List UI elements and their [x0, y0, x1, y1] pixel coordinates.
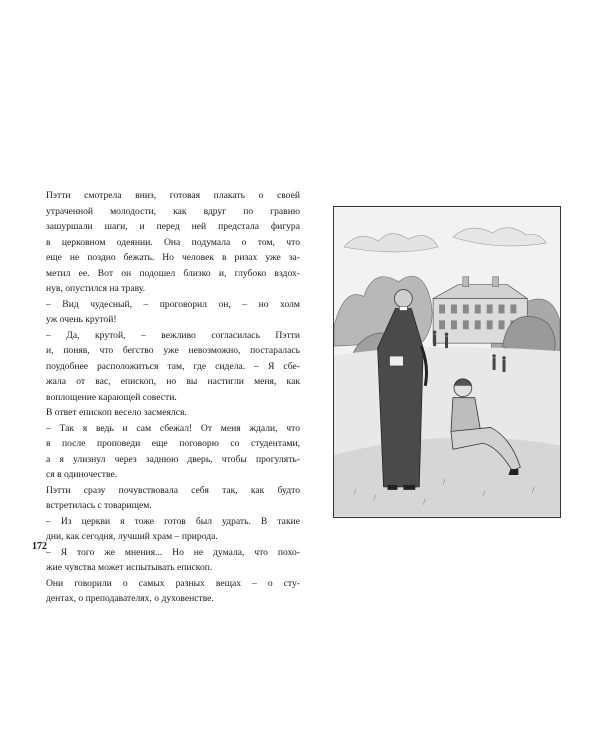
illustration	[333, 206, 561, 518]
paragraph	[32, 188, 300, 297]
text-line: встретилась с товарищем.	[46, 500, 152, 511]
text-line: а я улизнул через заднюю дверь, чтобы прогулять-	[46, 453, 300, 465]
paragraph	[32, 514, 300, 545]
text-line: дни, как сегодня, лучший храм – природа.	[46, 531, 218, 542]
text-line: жие чувства может испытывать епископ.	[46, 562, 213, 573]
text-line: зашуршали шаги, и перед ней предстала фигура	[46, 221, 300, 232]
text-line: – Вид чудесный, – проговорил он, – но холм	[46, 298, 300, 310]
text-line: В ответ епископ весело засмеялся.	[46, 407, 187, 418]
text-line: – Из церкви я тоже готов был удрать. В такие	[46, 515, 300, 527]
text-line: еще не поздно бежать. Но человек в ризах уже за-	[46, 252, 300, 263]
text-line: поудобнее расположиться там, где сидела. – Я сбе-	[46, 360, 300, 372]
lawn-foreground	[334, 437, 560, 516]
page-number: 172	[32, 541, 47, 552]
text-line: метил ее. Вот он подошел близко и, глубоко вздох-	[46, 267, 300, 279]
text-line: – Да, крутой, – вежливо согласилась Пэтти	[46, 329, 300, 341]
text-line: жала от вас, епископ, но вы настигли меня, как	[46, 376, 300, 387]
text-line: воплощение карающей совести.	[46, 391, 177, 403]
body-text	[32, 188, 300, 607]
text-line: – Я того же мнения... Но не думала, что похо-	[46, 546, 300, 558]
text-line: нув, опустился на траву.	[46, 283, 146, 294]
text-line: – Так я ведь и сам сбежал! От меня ждали, что	[46, 422, 300, 434]
paragraph	[32, 421, 300, 483]
text-line: утраченной молодости, как вдруг по гравию	[46, 205, 300, 217]
text-line: Пэтти смотрела вниз, готовая плакать о своей	[46, 190, 300, 201]
text-line: Пэтти сразу почувствовала себя так, как будто	[46, 484, 300, 496]
illustration-bishop-and-patty	[334, 207, 560, 517]
text-line: я после проповеди еще поговорю со студентами,	[46, 438, 300, 449]
paragraph	[32, 328, 300, 406]
text-line: дентах, о преподавателях, о духовенстве.	[46, 593, 214, 604]
text-line: в церковном одеянии. Она подумала о том, что	[46, 236, 300, 248]
text-line: и, поняв, что бегство уже невозможно, постаралась	[46, 345, 300, 356]
paragraph	[32, 545, 300, 576]
paragraph	[32, 483, 300, 514]
paragraph	[32, 297, 300, 328]
text-line: ся в одиночестве.	[46, 469, 118, 480]
paragraph	[32, 405, 300, 421]
text-line: Они говорили о самых разных вещах – о сту-	[46, 577, 300, 589]
text-line: уж очень крутой!	[46, 314, 117, 325]
paragraph	[32, 576, 300, 607]
